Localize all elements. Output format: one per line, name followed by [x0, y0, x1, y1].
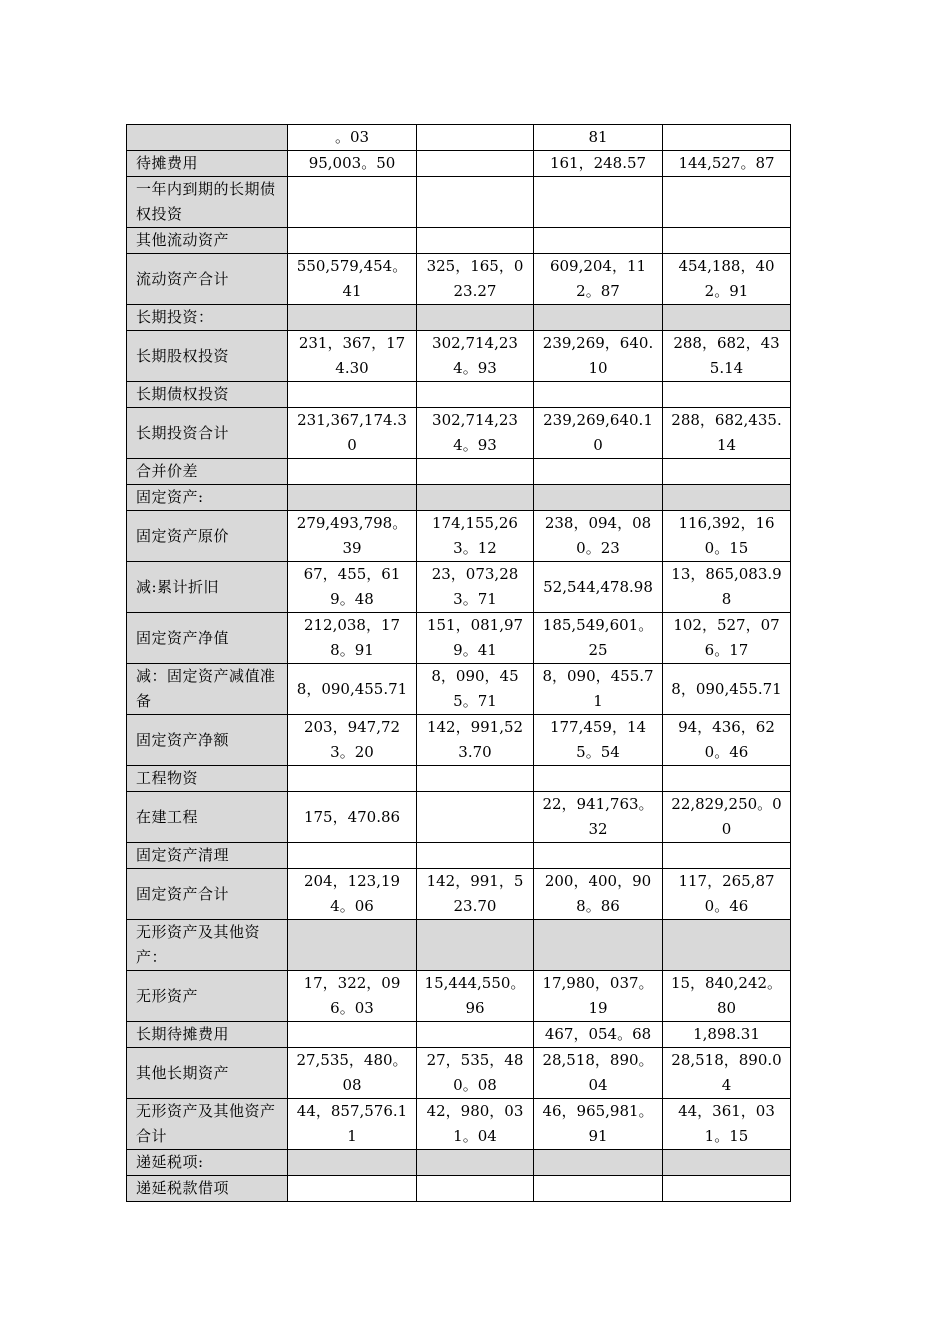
value-cell — [288, 485, 417, 511]
row-label: 减：固定资产减值准备 — [127, 664, 288, 715]
value-cell: 13，865,083.98 — [663, 562, 791, 613]
row-label — [127, 125, 288, 151]
value-cell: 239,269,640.10 — [534, 408, 663, 459]
value-cell: 231，367，174.30 — [288, 331, 417, 382]
row-label: 固定资产合计 — [127, 869, 288, 920]
row-label: 固定资产净值 — [127, 613, 288, 664]
row-label: 固定资产净额 — [127, 715, 288, 766]
table-row — [127, 177, 791, 228]
value-cell — [534, 766, 663, 792]
value-cell — [534, 843, 663, 869]
table-row — [127, 254, 791, 305]
value-cell: 467，054。68 — [534, 1022, 663, 1048]
value-cell — [288, 766, 417, 792]
row-label: 固定资产: — [127, 485, 288, 511]
table-row — [127, 1099, 791, 1150]
value-cell: 28,518，890.04 — [663, 1048, 791, 1099]
value-cell — [663, 843, 791, 869]
value-cell — [417, 766, 534, 792]
table-row — [127, 1150, 791, 1176]
balance-sheet-table — [126, 124, 791, 1202]
table-row — [127, 664, 791, 715]
value-cell: 15，840,242。80 — [663, 971, 791, 1022]
value-cell: 279,493,798。39 — [288, 511, 417, 562]
value-cell: 161，248.57 — [534, 151, 663, 177]
table-row — [127, 151, 791, 177]
value-cell — [663, 125, 791, 151]
value-cell: 42，980，031。04 — [417, 1099, 534, 1150]
value-cell — [288, 382, 417, 408]
row-label: 递延税项: — [127, 1150, 288, 1176]
table-row — [127, 971, 791, 1022]
value-cell: 302,714,234。93 — [417, 331, 534, 382]
value-cell: 1,898.31 — [663, 1022, 791, 1048]
value-cell — [417, 485, 534, 511]
value-cell — [534, 382, 663, 408]
value-cell — [417, 843, 534, 869]
value-cell — [534, 485, 663, 511]
table-row — [127, 766, 791, 792]
value-cell: 81 — [534, 125, 663, 151]
table-row — [127, 459, 791, 485]
value-cell: 203，947,723。20 — [288, 715, 417, 766]
value-cell: 288，682，435.14 — [663, 331, 791, 382]
row-label: 固定资产清理 — [127, 843, 288, 869]
value-cell — [534, 177, 663, 228]
value-cell — [288, 459, 417, 485]
table-row — [127, 331, 791, 382]
value-cell: 185,549,601。25 — [534, 613, 663, 664]
value-cell — [417, 920, 534, 971]
row-label: 合并价差 — [127, 459, 288, 485]
table-row — [127, 1022, 791, 1048]
table-row — [127, 920, 791, 971]
value-cell — [663, 305, 791, 331]
value-cell — [534, 305, 663, 331]
table-row — [127, 869, 791, 920]
row-label: 其他长期资产 — [127, 1048, 288, 1099]
value-cell: 144,527。87 — [663, 151, 791, 177]
value-cell — [417, 459, 534, 485]
value-cell — [663, 228, 791, 254]
value-cell — [288, 228, 417, 254]
value-cell — [417, 151, 534, 177]
value-cell: 454,188，402。91 — [663, 254, 791, 305]
table-row — [127, 485, 791, 511]
value-cell — [663, 382, 791, 408]
value-cell: 44，857,576.11 — [288, 1099, 417, 1150]
row-label: 一年内到期的长期债权投资 — [127, 177, 288, 228]
value-cell — [288, 1176, 417, 1202]
value-cell: 550,579,454。41 — [288, 254, 417, 305]
value-cell: 17,980，037。19 — [534, 971, 663, 1022]
row-label: 长期债权投资 — [127, 382, 288, 408]
value-cell — [417, 228, 534, 254]
value-cell: 288，682,435.14 — [663, 408, 791, 459]
value-cell — [663, 177, 791, 228]
row-label: 长期股权投资 — [127, 331, 288, 382]
value-cell — [534, 1150, 663, 1176]
value-cell — [663, 485, 791, 511]
table-row — [127, 715, 791, 766]
row-label: 无形资产及其他资产： — [127, 920, 288, 971]
row-label: 长期投资： — [127, 305, 288, 331]
row-label: 递延税款借项 — [127, 1176, 288, 1202]
value-cell: 67，455，619。48 — [288, 562, 417, 613]
value-cell: 15,444,550。96 — [417, 971, 534, 1022]
value-cell — [534, 459, 663, 485]
value-cell — [663, 1176, 791, 1202]
value-cell: 8，090,455.71 — [663, 664, 791, 715]
value-cell — [417, 305, 534, 331]
table-row — [127, 228, 791, 254]
value-cell — [288, 177, 417, 228]
value-cell: 27,535，480。08 — [288, 1048, 417, 1099]
value-cell: 102，527，076。17 — [663, 613, 791, 664]
value-cell: 17，322，096。03 — [288, 971, 417, 1022]
value-cell: 22，941,763。32 — [534, 792, 663, 843]
value-cell: 175，470.86 — [288, 792, 417, 843]
row-label: 无形资产 — [127, 971, 288, 1022]
value-cell — [534, 1176, 663, 1202]
row-label: 在建工程 — [127, 792, 288, 843]
value-cell: 142，991，523.70 — [417, 869, 534, 920]
value-cell — [663, 920, 791, 971]
value-cell: 22,829,250。00 — [663, 792, 791, 843]
row-label: 流动资产合计 — [127, 254, 288, 305]
table-row — [127, 1048, 791, 1099]
row-label: 无形资产及其他资产合计 — [127, 1099, 288, 1150]
table-row — [127, 562, 791, 613]
table-row — [127, 843, 791, 869]
value-cell — [288, 1150, 417, 1176]
value-cell — [288, 1022, 417, 1048]
table-row — [127, 125, 791, 151]
value-cell: 27，535，480。08 — [417, 1048, 534, 1099]
row-label: 长期待摊费用 — [127, 1022, 288, 1048]
value-cell: 212,038，178。91 — [288, 613, 417, 664]
value-cell — [534, 920, 663, 971]
table-row — [127, 613, 791, 664]
value-cell — [288, 843, 417, 869]
value-cell: 151，081,979。41 — [417, 613, 534, 664]
value-cell: 52,544,478.98 — [534, 562, 663, 613]
value-cell — [417, 382, 534, 408]
row-label: 工程物资 — [127, 766, 288, 792]
value-cell: 239,269，640.10 — [534, 331, 663, 382]
value-cell: 8，090,455.71 — [288, 664, 417, 715]
table-row — [127, 1176, 791, 1202]
value-cell: 177,459，145。54 — [534, 715, 663, 766]
value-cell: 302,714,234。93 — [417, 408, 534, 459]
table-row — [127, 792, 791, 843]
value-cell — [288, 305, 417, 331]
value-cell: 46，965,981。91 — [534, 1099, 663, 1150]
value-cell: 142，991,523.70 — [417, 715, 534, 766]
table-row — [127, 408, 791, 459]
value-cell — [417, 792, 534, 843]
balance-sheet-body — [127, 125, 791, 1202]
value-cell: 。03 — [288, 125, 417, 151]
value-cell: 94，436，620。46 — [663, 715, 791, 766]
value-cell: 44，361，031。15 — [663, 1099, 791, 1150]
table-row — [127, 511, 791, 562]
value-cell: 609,204，112。87 — [534, 254, 663, 305]
value-cell — [417, 1150, 534, 1176]
value-cell — [288, 920, 417, 971]
value-cell: 8，090，455。71 — [417, 664, 534, 715]
row-label: 待摊费用 — [127, 151, 288, 177]
row-label: 减:累计折旧 — [127, 562, 288, 613]
value-cell: 116,392，160。15 — [663, 511, 791, 562]
value-cell: 231,367,174.30 — [288, 408, 417, 459]
value-cell: 117，265,870。46 — [663, 869, 791, 920]
table-row — [127, 305, 791, 331]
row-label: 其他流动资产 — [127, 228, 288, 254]
value-cell: 200，400，908。86 — [534, 869, 663, 920]
value-cell — [534, 228, 663, 254]
value-cell — [417, 1176, 534, 1202]
value-cell: 238，094，080。23 — [534, 511, 663, 562]
value-cell: 204，123,194。06 — [288, 869, 417, 920]
value-cell — [663, 766, 791, 792]
table-row — [127, 382, 791, 408]
value-cell — [417, 125, 534, 151]
row-label: 长期投资合计 — [127, 408, 288, 459]
value-cell: 174,155,263。12 — [417, 511, 534, 562]
value-cell: 95,003。50 — [288, 151, 417, 177]
row-label: 固定资产原价 — [127, 511, 288, 562]
value-cell — [417, 177, 534, 228]
value-cell: 8，090，455.71 — [534, 664, 663, 715]
value-cell: 28,518，890。04 — [534, 1048, 663, 1099]
value-cell — [663, 1150, 791, 1176]
value-cell — [663, 459, 791, 485]
value-cell: 325，165，023.27 — [417, 254, 534, 305]
value-cell: 23，073,283。71 — [417, 562, 534, 613]
value-cell — [417, 1022, 534, 1048]
